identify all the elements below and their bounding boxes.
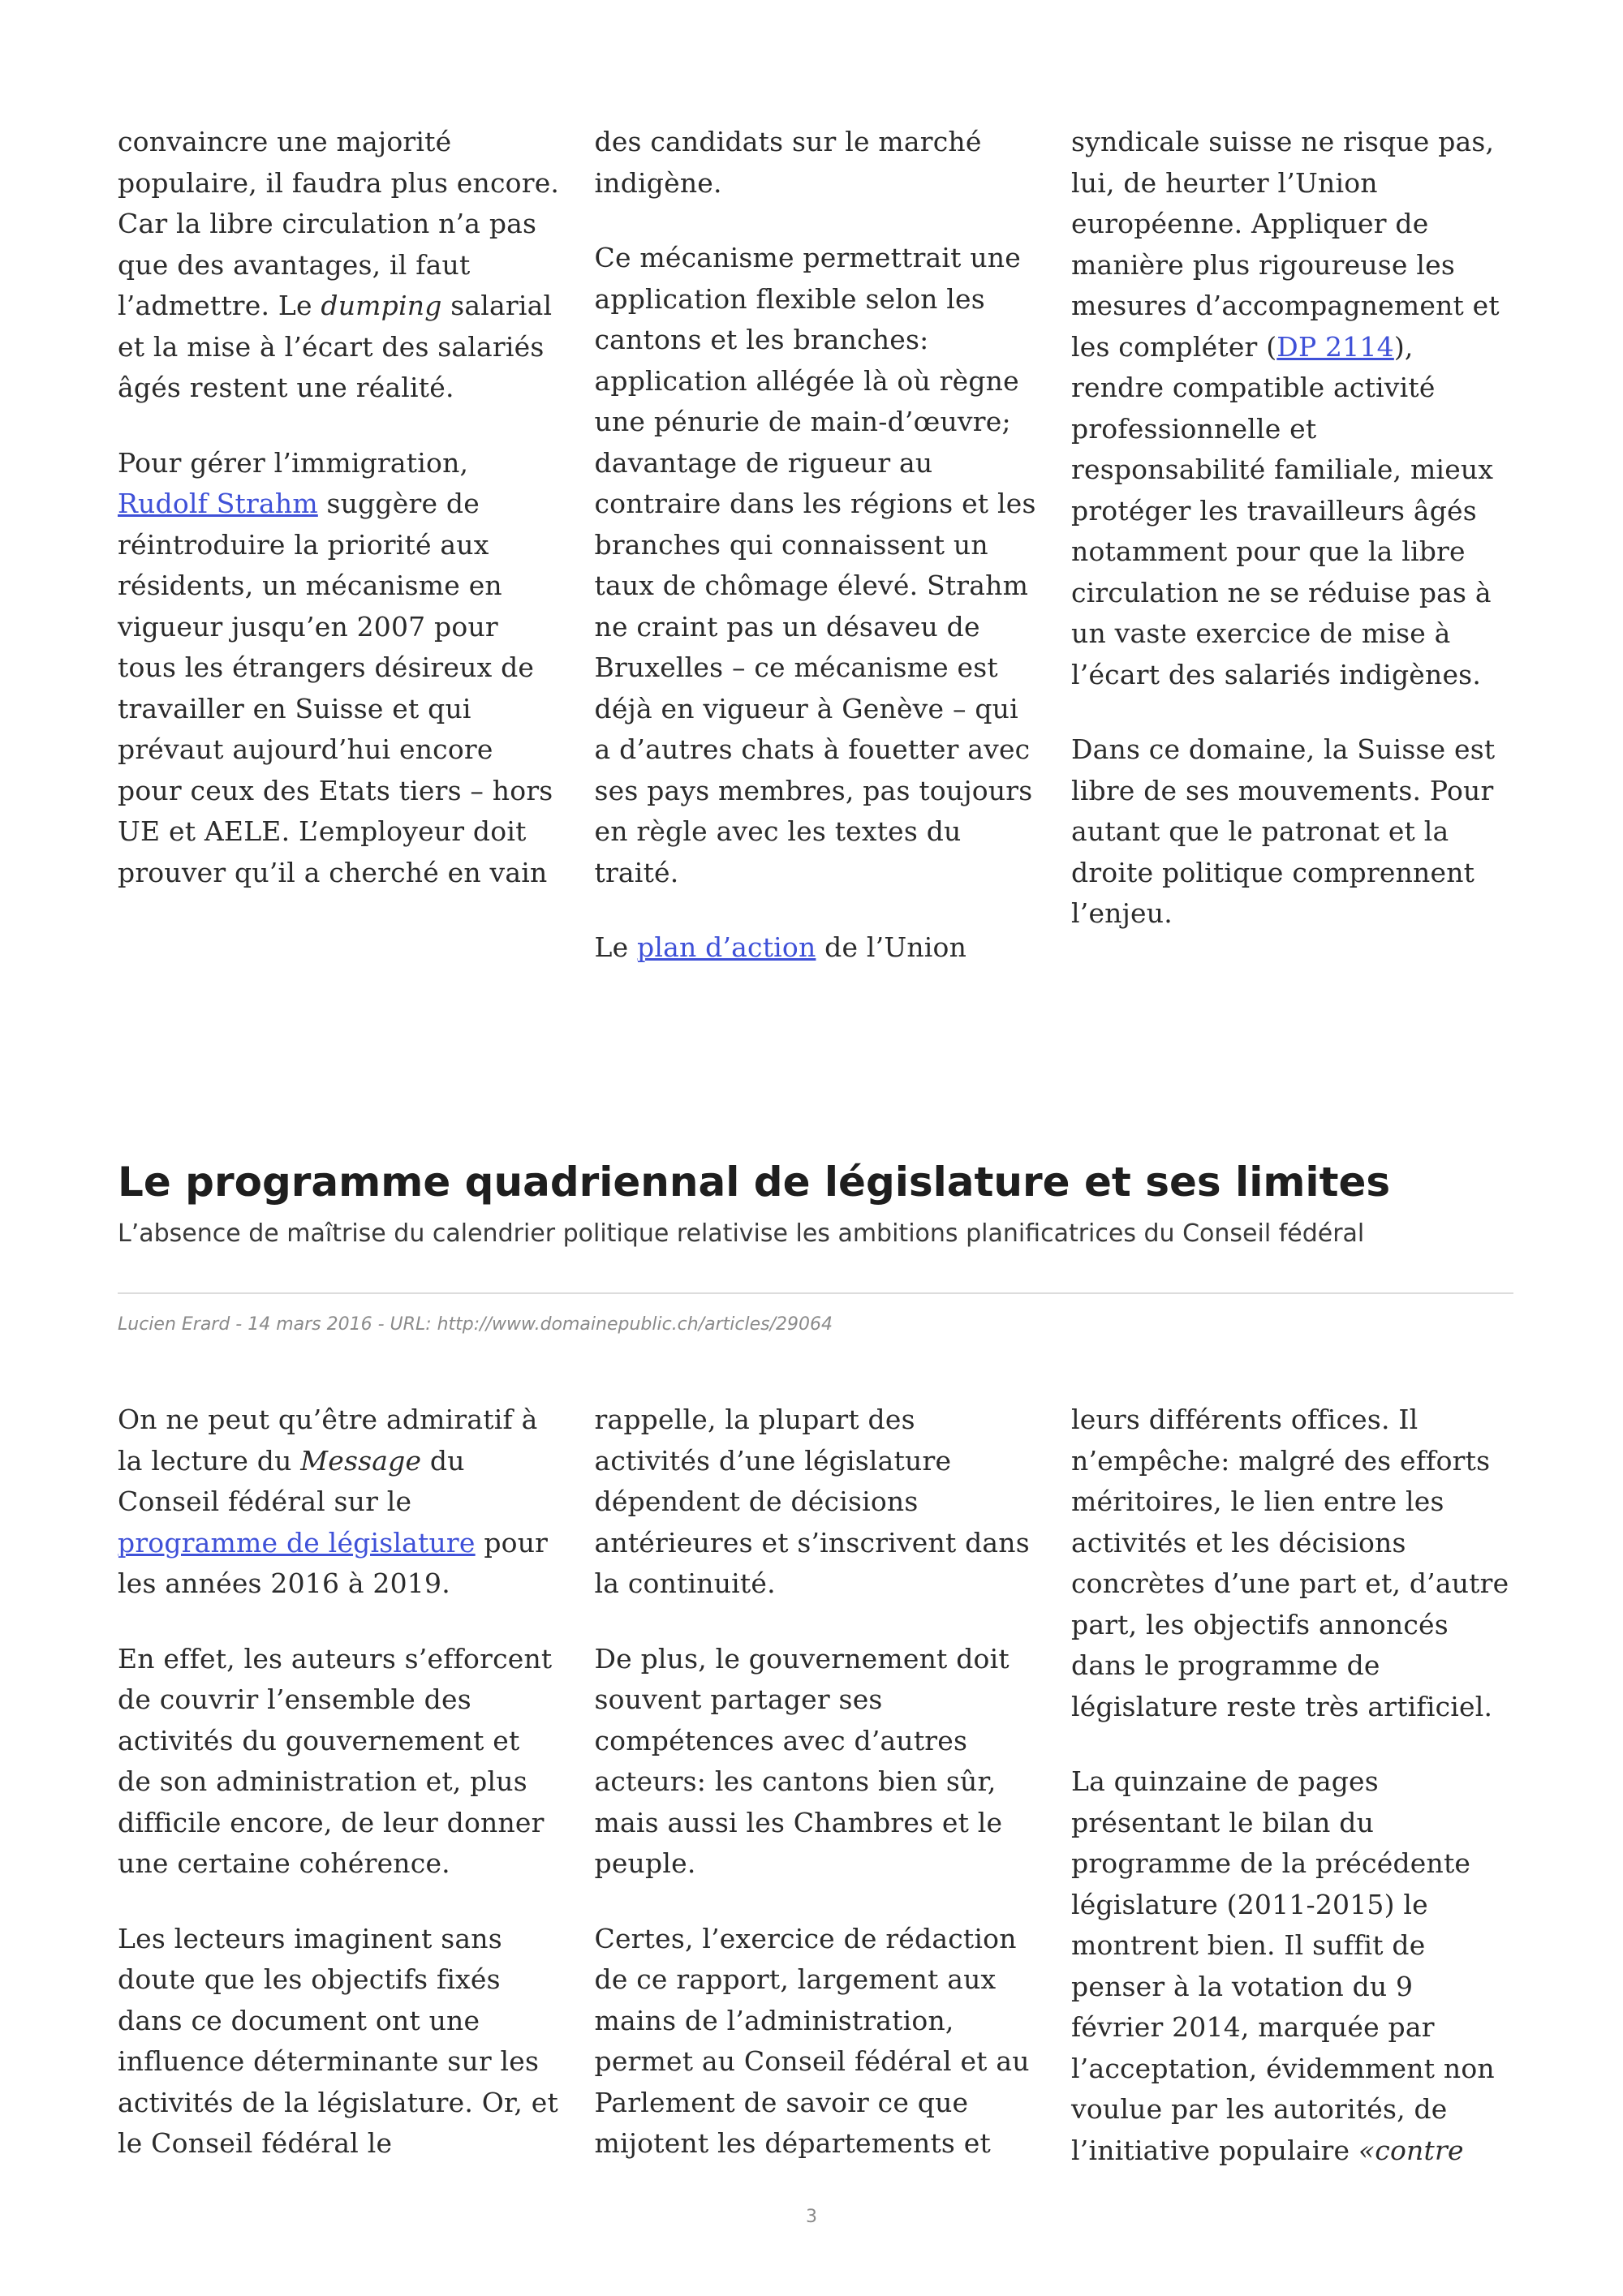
page-number: 3 [806,2207,817,2227]
paragraph: leurs différents offices. Il n’empêche: malgré des efforts méritoires, le lien entre les activités et les décisions concrètes d’une part et, d’autre part, les objectifs annoncés dans le programme de législature reste très artificiel. [1071,1404,1509,1722]
paragraph: syndicale suisse ne risque pas, lui, de heurter l’Union européenne. Appliquer de manière plus rigoureuse les mesures d’accompagnement et les compléter (DP 2114), rendre compatible activité professionnelle et responsabilité familiale, mieux protéger les travailleurs âgés notamment pour que la libre circulation ne se réduise pas à un vaste exercice de mise à l’écart des salariés indigènes. [1071,126,1500,690]
article-title: Le programme quadriennal de législature et ses limites [118,1159,1391,1206]
inline-link[interactable]: programme de législature [118,1526,476,1559]
paragraph: Ce mécanisme permettrait une application flexible selon les cantons et les branches: application allégée là où règne une pénurie de main-d’œuvre; davantage de rigueur au contraire dans les régions et les branches qui connaissent un taux de chômage élevé. Strahm ne craint pas un désaveu de Bruxelles – ce mécanisme est déjà en vigueur à Genève – qui a d’autres chats à fouetter avec ses pays membres, pas toujours en règle avec les textes du traité. [594,242,1036,888]
paragraph: des candidats sur le marché indigène. [594,126,982,199]
column-3 [1071,1400,1513,2171]
column-2 [595,122,1037,969]
column-1 [118,122,560,969]
article-subtitle: L’absence de maîtrise du calendrier politique relativise les ambitions planificatrices du Conseil fédéral [118,1219,1365,1248]
paragraph: Pour gérer l’immigration, Rudolf Strahm suggère de réintroduire la priorité aux résidents, un mécanisme en vigueur jusqu’en 2007 pour tous les étrangers désireux de travailler en Suisse et qui prévaut aujourd’hui encore pour ceux des Etats tiers – hors UE et AELE. L’employeur doit prouver qu’il a cherché en vain [118,446,553,888]
inline-link[interactable]: plan d’action [637,931,816,963]
paragraph: De plus, le gouvernement doit souvent partager ses compétences avec d’autres acteurs: les cantons bien sûr, mais aussi les Chambres et le peuple. [594,1642,1010,1879]
paragraph: Certes, l’exercice de rédaction de ce rapport, largement aux mains de l’administration, permet au Conseil fédéral et au Parlement de savoir ce que mijotent les départements et [594,1922,1030,2159]
paragraph: Les lecteurs imaginent sans doute que les objectifs fixés dans ce document ont une influence déterminante sur les activités de la législature. Or, et le Conseil fédéral le [118,1922,558,2159]
article-columns [118,1400,1513,2171]
header-divider [118,1292,1513,1294]
emphasis: «contre [1358,2134,1464,2166]
paragraph: Dans ce domaine, la Suisse est libre de ses mouvements. Pour autant que le patronat et la droite politique comprennent l’enjeu. [1071,733,1496,929]
column-2 [595,1400,1037,2171]
paragraph: En effet, les auteurs s’efforcent de couvrir l’ensemble des activités du gouvernement et de son administration et, plus difficile encore, de leur donner une certaine cohérence. [118,1642,553,1879]
paragraph: On ne peut qu’être admiratif à la lecture du Message du Conseil fédéral sur le programme de législature pour les années 2016 à 2019. [118,1404,549,1599]
article-byline: Lucien Erard - 14 mars 2016 - URL: http://www.domainepublic.ch/articles/29064 [118,1314,833,1335]
article-header [118,1156,1513,1252]
paragraph: La quinzaine de pages présentant le bilan du programme de la précédente législature (2011-2015) le montrent bien. Il suffit de penser à la votation du 9 février 2014, marquée par l’acceptation, évidemment non voulue par les autorités, de l’initiative populaire «contre [1071,1765,1495,2166]
paragraph: rappelle, la plupart des activités d’une législature dépendent de décisions antérieures et s’inscrivent dans la continuité. [594,1404,1030,1599]
emphasis: dumping [321,290,442,321]
inline-link[interactable]: Rudolf Strahm [118,488,318,519]
paragraph: convaincre une majorité populaire, il faudra plus encore. Car la libre circulation n’a pas que des avantages, il faut l’admettre. Le dumping salarial et la mise à l’écart des salariés âgés restent une réalité. [118,126,560,403]
column-1 [118,1400,560,2171]
emphasis: Message [300,1444,422,1477]
paragraph: Le plan d’action de l’Union [594,931,967,963]
inline-link[interactable]: DP 2114 [1276,330,1394,363]
column-3 [1071,122,1513,969]
previous-article-columns [118,122,1513,969]
